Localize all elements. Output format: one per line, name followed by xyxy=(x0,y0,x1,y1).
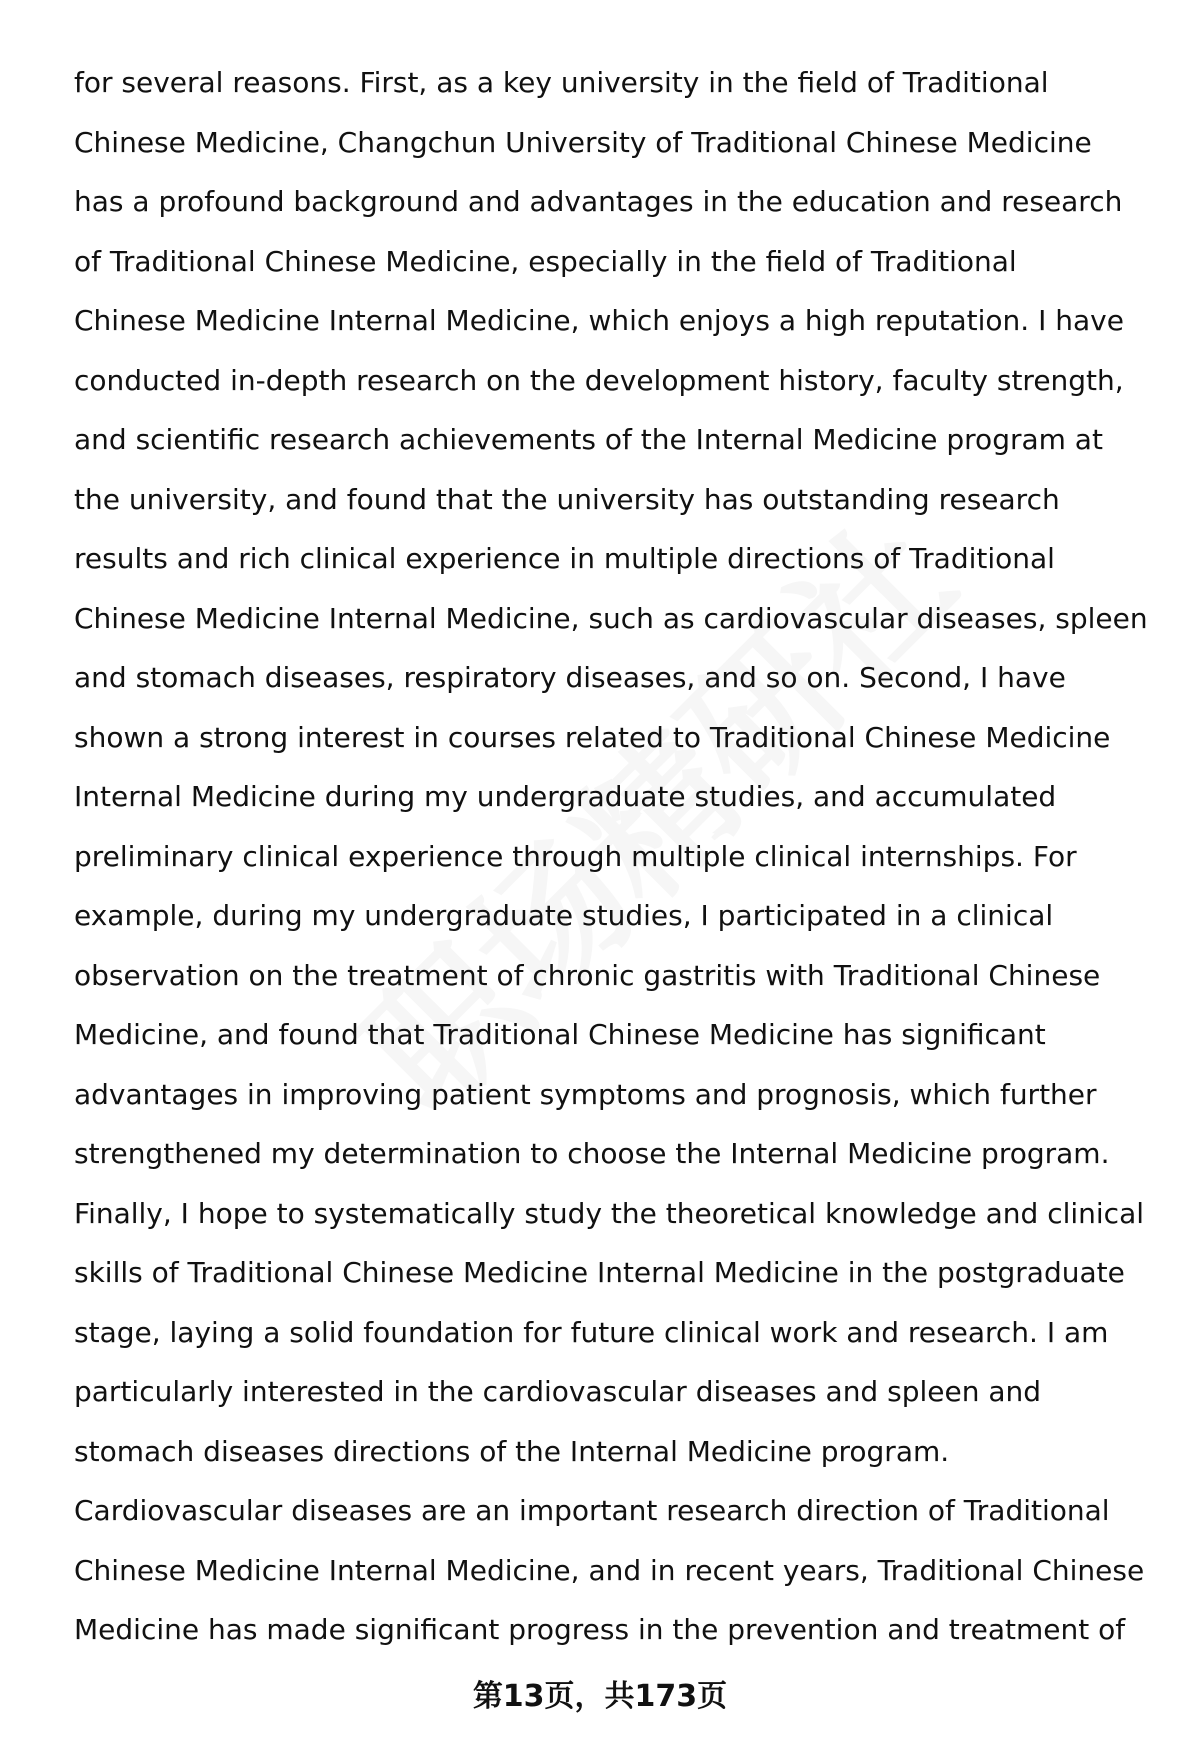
text-line: stage, laying a solid foundation for future clinical work and research. I am xyxy=(74,1315,1109,1349)
text-line: conducted in-depth research on the development history, faculty strength, xyxy=(74,363,1124,397)
text-line: advantages in improving patient symptoms and prognosis, which further xyxy=(74,1077,1097,1111)
page-number: 第13页，共173页 xyxy=(472,1679,728,1714)
text-line: Chinese Medicine Internal Medicine, which enjoys a high reputation. I have xyxy=(74,304,1124,337)
text-line: Medicine has made significant progress in the prevention and treatment of xyxy=(74,1613,1126,1646)
text-line: results and rich clinical experience in multiple directions of Traditional xyxy=(74,542,1055,575)
text-line: strengthened my determination to choose the Internal Medicine program. xyxy=(74,1137,1110,1170)
text-line: of Traditional Chinese Medicine, especially in the field of Traditional xyxy=(74,244,1017,278)
text-line: for several reasons. First, as a key university in the field of Traditional xyxy=(74,66,1049,99)
text-line: Cardiovascular diseases are an important research direction of Traditional xyxy=(74,1494,1110,1527)
text-line: shown a strong interest in courses related to Traditional Chinese Medicine xyxy=(74,720,1111,754)
text-line: Medicine, and found that Traditional Chinese Medicine has significant xyxy=(74,1018,1046,1051)
text-line: observation on the treatment of chronic gastritis with Traditional Chinese xyxy=(74,958,1101,992)
text-line: Finally, I hope to systematically study the theoretical knowledge and clinical xyxy=(74,1196,1145,1230)
text-line: preliminary clinical experience through multiple clinical internships. For xyxy=(74,839,1077,873)
body-text xyxy=(74,53,1164,1660)
text-line: Chinese Medicine Internal Medicine, and in recent years, Traditional Chinese xyxy=(74,1553,1145,1587)
text-line: and stomach diseases, respiratory diseases, and so on. Second, I have xyxy=(74,661,1066,694)
text-line: stomach diseases directions of the Internal Medicine program. xyxy=(74,1434,950,1468)
text-line: skills of Traditional Chinese Medicine Internal Medicine in the postgraduate xyxy=(74,1256,1125,1289)
text-line: example, during my undergraduate studies, I participated in a clinical xyxy=(74,899,1054,932)
text-line: the university, and found that the university has outstanding research xyxy=(74,482,1060,516)
text-line: has a profound background and advantages in the education and research xyxy=(74,185,1123,218)
text-line: and scientific research achievements of the Internal Medicine program at xyxy=(74,423,1103,456)
text-line: particularly interested in the cardiovascular diseases and spleen and xyxy=(74,1375,1042,1408)
text-line: Chinese Medicine Internal Medicine, such as cardiovascular diseases, spleen xyxy=(74,601,1148,635)
text-line: Internal Medicine during my undergraduate studies, and accumulated xyxy=(74,780,1057,813)
text-line: Chinese Medicine, Changchun University of Traditional Chinese Medicine xyxy=(74,125,1092,159)
